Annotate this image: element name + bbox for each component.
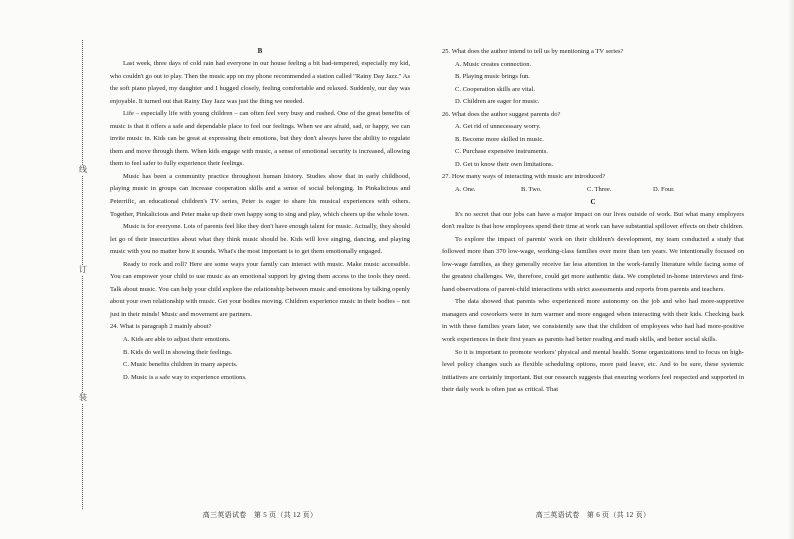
binding-mark-order: 订 xyxy=(79,265,87,274)
question-27-option-b: B. Two. xyxy=(521,186,542,194)
question-24-option-c: C. Music benefits children in many aspects. xyxy=(123,361,238,369)
section-b-heading: B xyxy=(257,47,263,55)
passage-b-paragraph-2: Life – especially life with young children – can often feel very busy and rushed. One of the great benefits of music is that it offers a safe and dependable place to feel our feelings. When we are afraid, sad, or happy, we can invite music in. Kids can be great at expressing their emotions, but they don't always have the ability to regulate them and move through them. When kids engage with music, a sense of emotional security is increased, allowing them to feel safer to fully experience their feelings. xyxy=(110,110,410,168)
passage-c-paragraph-4: So it is important to promote workers' physical and mental health. Some organizations tend to focus on high-level policy changes such as flexible scheduling options, more paid leave, etc. And to be sure, these systemic initiatives are certainly important. But our research suggests that ensuring workers feel respected and supported in their daily work is often just as critical. That xyxy=(442,348,744,394)
section-c-heading: C xyxy=(590,197,596,206)
question-24-option-b: B. Kids do well in showing their feelings. xyxy=(123,348,233,356)
question-26-option-b: B. Become more skilled in music. xyxy=(455,135,544,143)
question-27-options xyxy=(442,184,744,197)
right-page-footer: 高三英语试卷 第 6 页（共 12 页） xyxy=(535,511,651,519)
question-25-option-d: D. Children are eager for music. xyxy=(455,98,540,106)
question-25-option-a: A. Music creates connection. xyxy=(455,60,532,68)
question-25-stem: 25. What does the author intend to tell us by mentioning a TV series? xyxy=(442,48,624,55)
question-27-stem: 27. How many ways of interacting with music are introduced? xyxy=(442,173,606,181)
right-page xyxy=(442,46,744,397)
question-27-option-a: A. One. xyxy=(455,186,476,194)
binding-mark-bind: 装 xyxy=(79,393,87,402)
passage-b-paragraph-4: Music is for everyone. Lots of parents feel like they don't have enough talent for music. Actually, they should let go of their insecurities about what they think music should be. Kids will love singing, dancing, and playing music with you no matter how it sounds. What's the most important is to get them emotionally engaged. xyxy=(110,223,410,256)
question-27-option-d: D. Four. xyxy=(653,186,675,194)
question-27-option-c: C. Three. xyxy=(587,186,612,194)
binding-mark-line: 线 xyxy=(79,165,87,174)
left-page xyxy=(110,46,410,384)
passage-c-paragraph-1: It's no secret that our jobs can have a major impact on our lives outside of work. But what many employers don't realize is that how employees spend their time at work can have substantial spillover effects on their children. xyxy=(442,210,744,231)
question-24-stem: 24. What is paragraph 2 mainly about? xyxy=(110,323,212,331)
question-24-option-a: A. Kids are able to adjust their emotions. xyxy=(123,336,231,344)
page-edge-shadow xyxy=(788,0,794,539)
question-24-option-d: D. Music is a safe way to experience emotions. xyxy=(123,373,247,381)
question-26-stem: 26. What does the author suggest parents do? xyxy=(442,110,561,118)
question-26-option-d: D. Get to know their own limitations. xyxy=(455,160,554,168)
passage-c-paragraph-2: To explore the impact of parents' work on their children's development, my team conducted a study that followed more than 370 low-wage, working-class families over more than ten years. We intentionally focused on low-wage families, as they generally receive far less attention in the work-family literature while facing some of the greatest challenges. We, therefore, could get more authentic data. We completed in-home interviews and first-hand observations of parent-child interactions with strict assessments and reports from parents and teachers. xyxy=(442,235,744,293)
passage-b-paragraph-1: Last week, three days of cold rain had everyone in our house feeling a bit bad-tempered, especially my kid, who couldn't go out to play. Then the music app on my phone recommended a station called "Rainy Day Jazz." As the soft piano played, my daughter and I hugged closely, feeling comfortable and relaxed. Suddenly, our day was enjoyable. It turned out that Rainy Day Jazz was just the thing we needed. xyxy=(110,60,410,105)
question-25-option-c: C. Cooperation skills are vital. xyxy=(455,85,536,93)
question-25-option-b: B. Playing music brings fun. xyxy=(455,73,530,81)
left-page-footer: 高三英语试卷 第 5 页（共 12 页） xyxy=(202,511,318,519)
question-26-option-a: A. Get rid of unnecessary worry. xyxy=(455,123,541,131)
passage-b-paragraph-3: Music has been a community practice throughout human history. Studies show that in early childhood, playing music in groups can increase cooperation skills and a sense of social belonging. In Pinkalicious and Peterrific, an educational children's TV series, Peter is eager to share his musical experiences with others. Together, Pinkalicious and Peter make up their own happy song to sing and play, which cheers up the whole town. xyxy=(110,172,410,218)
question-26-option-c: C. Purchase expensive instruments. xyxy=(455,148,548,156)
passage-c-paragraph-3: The data showed that parents who experienced more autonomy on the job and who had more-supportive managers and coworkers were in turn warmer and more engaged when interacting with their kids. Checking back in with these families years later, we consistently saw that the children of employees who had had more-positive work experiences in their first years as parents had better reading and math skills, and better social skills. xyxy=(442,298,744,344)
passage-b-paragraph-5: Ready to rock and roll? Here are some ways your family can interact with music. Make music accessible. You can empower your child to use music as an emotional support by giving them access to the tools they need. Talk about music. You can help your child explore the relationship between music and emotions by talking openly about your own relationship with music. Get your bodies moving. Children experience music in their bodies – not just in their minds! Music and movement are partners. xyxy=(110,260,410,318)
